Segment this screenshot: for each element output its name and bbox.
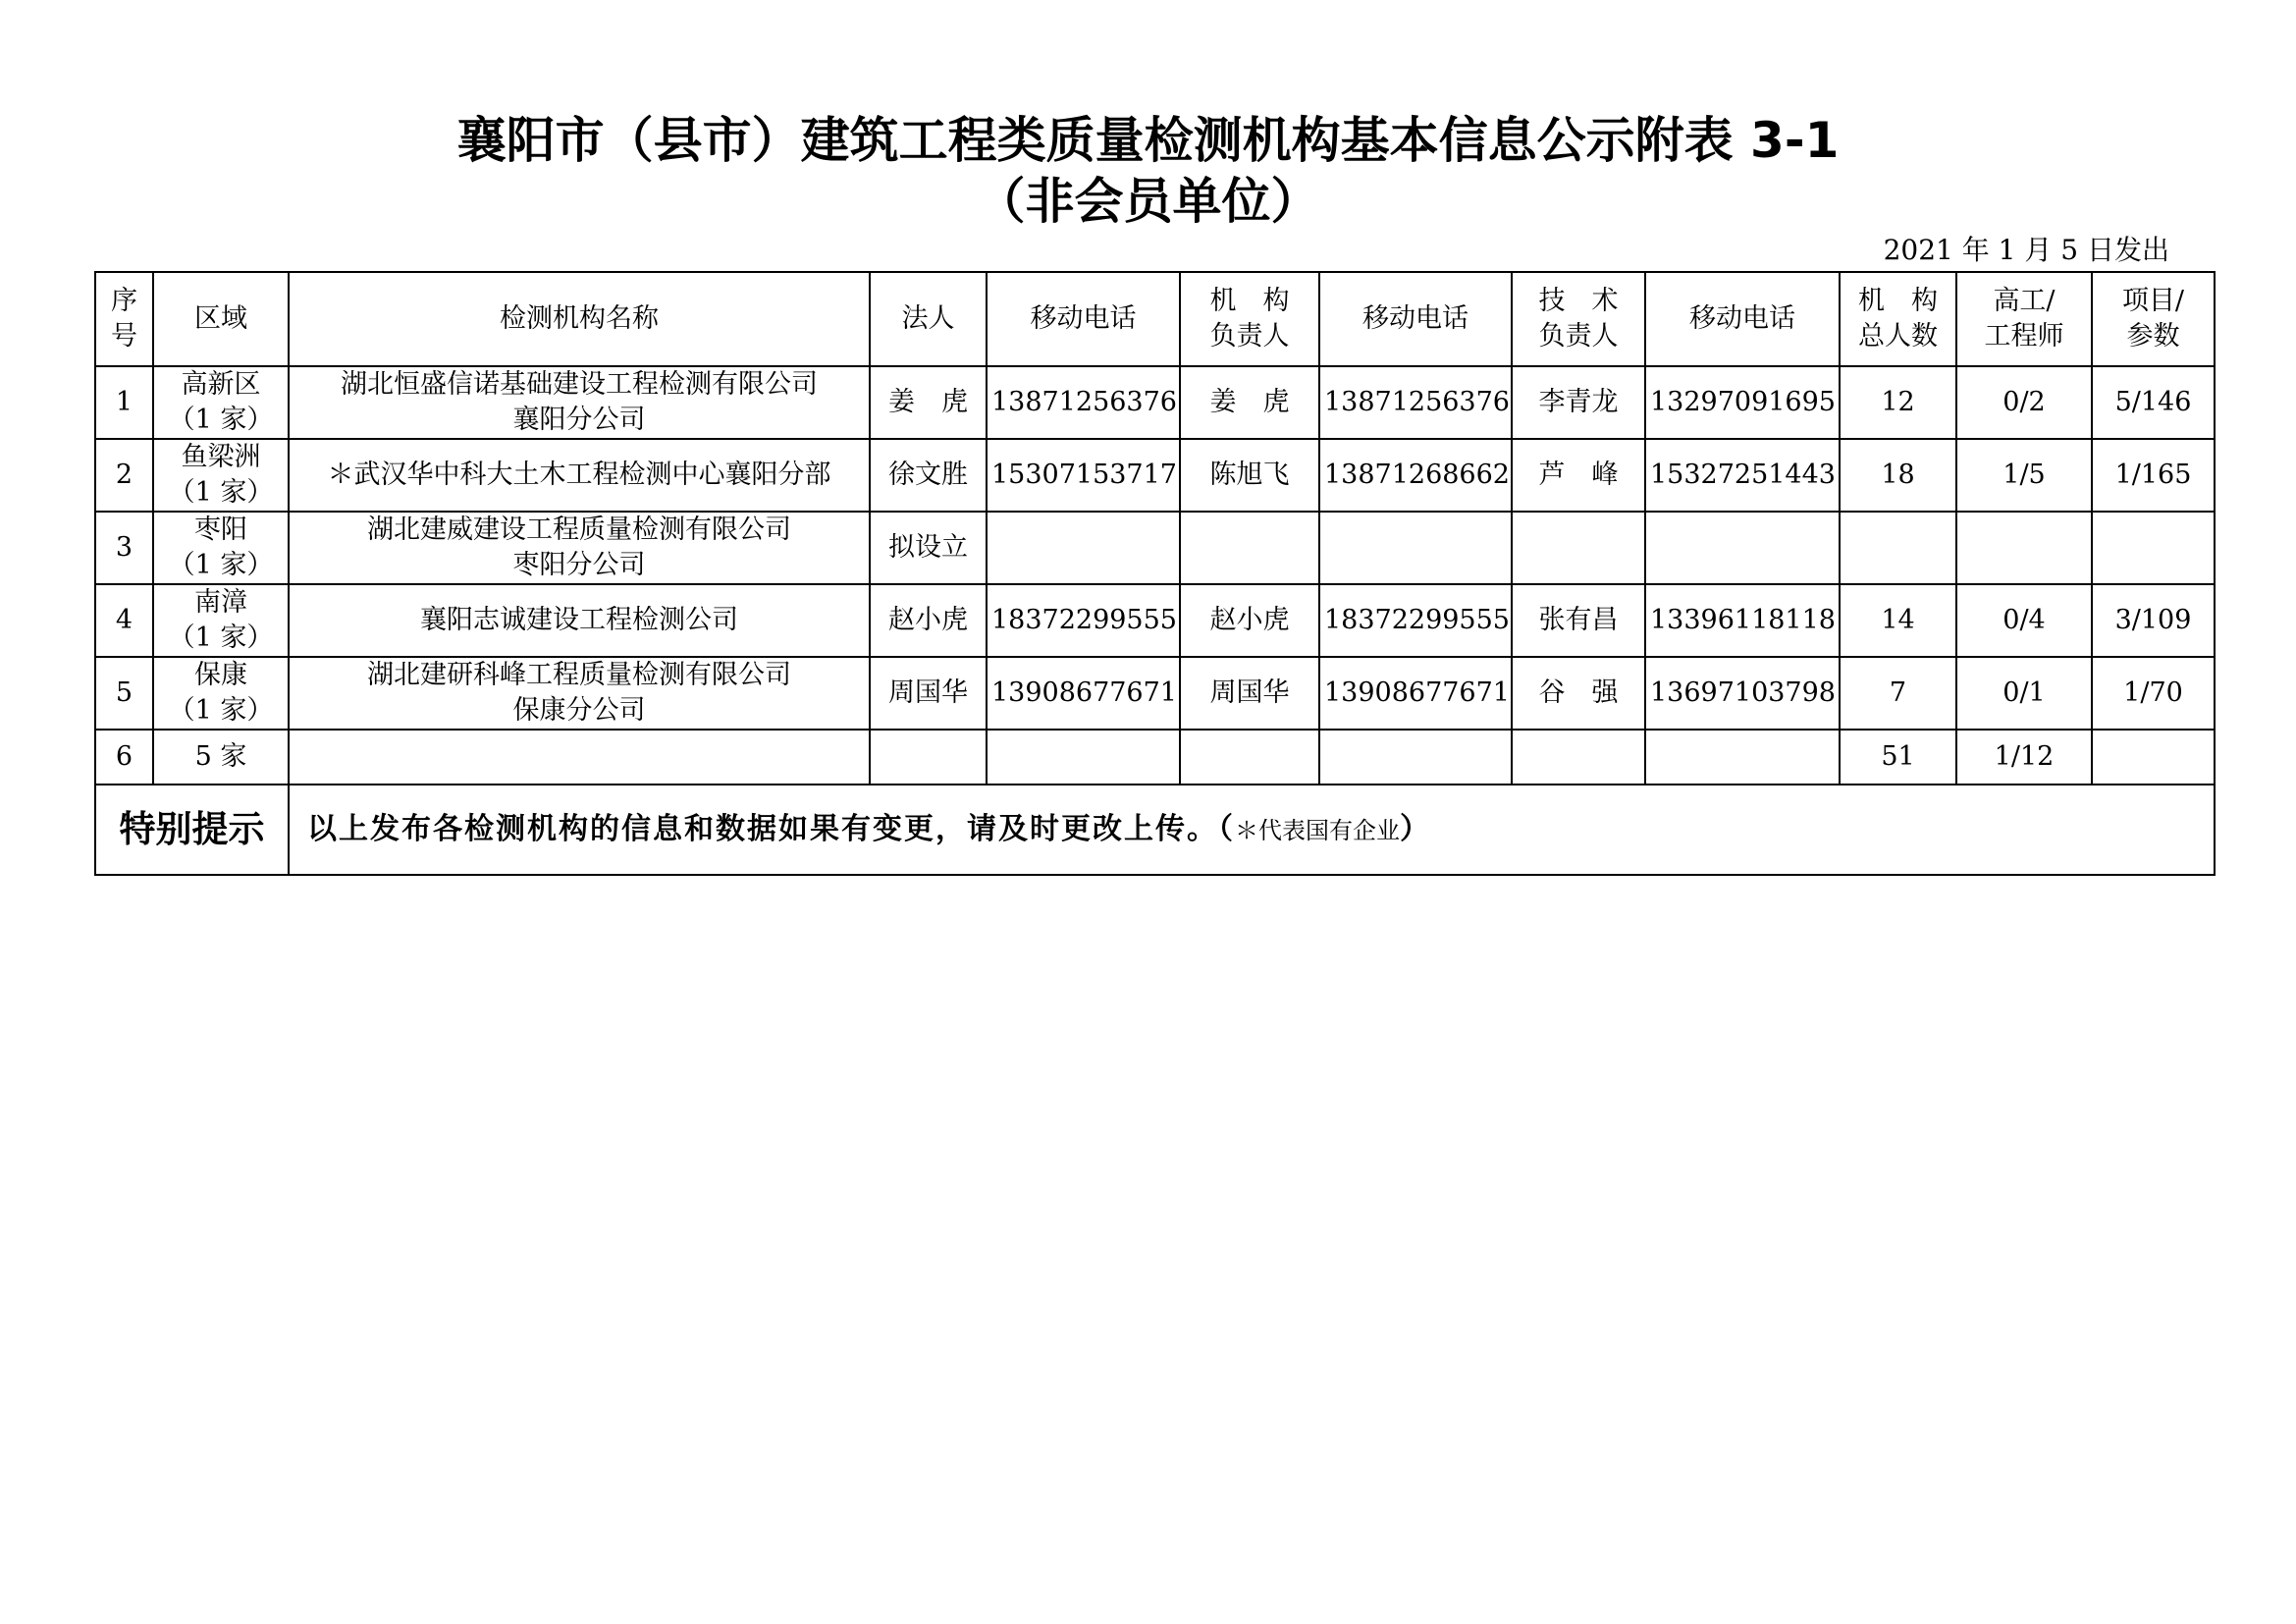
table-total-row (95, 730, 2215, 785)
cell-legal-person: 拟设立 (870, 512, 987, 584)
cell-tech-lead: 谷 强 (1512, 657, 1645, 730)
header-engineers: 高工/ 工程师 (1956, 272, 2092, 366)
table-row (95, 584, 2215, 657)
cell-legal-person (870, 730, 987, 785)
cell-legal-person: 周国华 (870, 657, 987, 730)
table-row (95, 512, 2215, 584)
cell-phone-3: 15327251443 (1645, 439, 1840, 512)
note-close-paren: ） (1400, 811, 1431, 846)
cell-items: 1/165 (2092, 439, 2215, 512)
cell-items (2092, 730, 2215, 785)
cell-engineers: 1/12 (1956, 730, 2092, 785)
cell-legal-person: 徐文胜 (870, 439, 987, 512)
cell-phone-1 (987, 512, 1180, 584)
header-phone-1: 移动电话 (987, 272, 1180, 366)
cell-phone-2: 13908677671 (1319, 657, 1512, 730)
cell-total-staff: 18 (1840, 439, 1956, 512)
cell-phone-1: 18372299555 (987, 584, 1180, 657)
cell-tech-lead (1512, 512, 1645, 584)
header-legal-person: 法人 (870, 272, 987, 366)
header-seq: 序 号 (95, 272, 153, 366)
cell-phone-3: 13396118118 (1645, 584, 1840, 657)
header-org-name: 检测机构名称 (289, 272, 870, 366)
cell-seq: 3 (95, 512, 153, 584)
cell-org-name: 湖北恒盛信诺基础建设工程检测有限公司 襄阳分公司 (289, 366, 870, 439)
cell-seq: 4 (95, 584, 153, 657)
cell-org-name: 湖北建研科峰工程质量检测有限公司 保康分公司 (289, 657, 870, 730)
cell-tech-lead: 李青龙 (1512, 366, 1645, 439)
cell-engineers: 0/1 (1956, 657, 2092, 730)
cell-phone-1 (987, 730, 1180, 785)
cell-tech-lead: 张有昌 (1512, 584, 1645, 657)
header-manager: 机 构 负责人 (1180, 272, 1319, 366)
cell-phone-1: 15307153717 (987, 439, 1180, 512)
document-subtitle: （非会员单位） (976, 173, 1320, 230)
cell-total-staff: 7 (1840, 657, 1956, 730)
cell-phone-3 (1645, 730, 1840, 785)
cell-tech-lead: 芦 峰 (1512, 439, 1645, 512)
cell-phone-1: 13871256376 (987, 366, 1180, 439)
institution-table (94, 271, 2216, 876)
cell-seq: 1 (95, 366, 153, 439)
cell-tech-lead (1512, 730, 1645, 785)
cell-phone-2: 18372299555 (1319, 584, 1512, 657)
cell-org-name (289, 730, 870, 785)
cell-engineers: 1/5 (1956, 439, 2092, 512)
cell-manager: 赵小虎 (1180, 584, 1319, 657)
header-tech-lead: 技 术 负责人 (1512, 272, 1645, 366)
cell-seq: 5 (95, 657, 153, 730)
cell-region: 南漳 （1 家） (153, 584, 289, 657)
cell-org-name: ＊武汉华中科大土木工程检测中心襄阳分部 (289, 439, 870, 512)
header-items: 项目/ 参数 (2092, 272, 2215, 366)
table-header-row (95, 272, 2215, 366)
cell-total-staff (1840, 512, 1956, 584)
table-row (95, 366, 2215, 439)
header-phone-3: 移动电话 (1645, 272, 1840, 366)
issue-date: 2021 年 1 月 5 日发出 (1883, 234, 2169, 266)
cell-total-staff: 51 (1840, 730, 1956, 785)
cell-seq: 6 (95, 730, 153, 785)
cell-region: 保康 （1 家） (153, 657, 289, 730)
cell-phone-3 (1645, 512, 1840, 584)
cell-region: 枣阳 （1 家） (153, 512, 289, 584)
cell-manager: 姜 虎 (1180, 366, 1319, 439)
cell-manager (1180, 730, 1319, 785)
table-row (95, 657, 2215, 730)
cell-seq: 2 (95, 439, 153, 512)
cell-region: 高新区 （1 家） (153, 366, 289, 439)
cell-phone-2: 13871268662 (1319, 439, 1512, 512)
cell-manager (1180, 512, 1319, 584)
table-row (95, 439, 2215, 512)
cell-total-staff: 14 (1840, 584, 1956, 657)
cell-phone-2: 13871256376 (1319, 366, 1512, 439)
cell-engineers: 0/2 (1956, 366, 2092, 439)
cell-org-name: 湖北建威建设工程质量检测有限公司 枣阳分公司 (289, 512, 870, 584)
cell-manager: 周国华 (1180, 657, 1319, 730)
cell-engineers (1956, 512, 2092, 584)
header-total-staff: 机 构 总人数 (1840, 272, 1956, 366)
note-state-owned-legend: ＊代表国有企业 (1235, 816, 1400, 844)
special-note-label: 特别提示 (95, 785, 289, 875)
cell-manager: 陈旭飞 (1180, 439, 1319, 512)
cell-legal-person: 姜 虎 (870, 366, 987, 439)
cell-phone-3: 13297091695 (1645, 366, 1840, 439)
document-title: 襄阳市（县市）建筑工程类质量检测机构基本信息公示附表 3-1 (456, 112, 1840, 169)
cell-phone-1: 13908677671 (987, 657, 1180, 730)
cell-legal-person: 赵小虎 (870, 584, 987, 657)
cell-items: 5/146 (2092, 366, 2215, 439)
header-region: 区域 (153, 272, 289, 366)
cell-region: 鱼梁洲 （1 家） (153, 439, 289, 512)
cell-items (2092, 512, 2215, 584)
cell-phone-2 (1319, 512, 1512, 584)
cell-engineers: 0/4 (1956, 584, 2092, 657)
cell-phone-2 (1319, 730, 1512, 785)
note-main-text: 以上发布各检测机构的信息和数据如果有变更，请及时更改上传。（ (307, 811, 1235, 846)
special-note-text (289, 785, 2215, 875)
cell-items: 1/70 (2092, 657, 2215, 730)
cell-region: 5 家 (153, 730, 289, 785)
cell-org-name: 襄阳志诚建设工程检测公司 (289, 584, 870, 657)
cell-items: 3/109 (2092, 584, 2215, 657)
cell-total-staff: 12 (1840, 366, 1956, 439)
special-note-row (95, 785, 2215, 875)
header-phone-2: 移动电话 (1319, 272, 1512, 366)
cell-phone-3: 13697103798 (1645, 657, 1840, 730)
